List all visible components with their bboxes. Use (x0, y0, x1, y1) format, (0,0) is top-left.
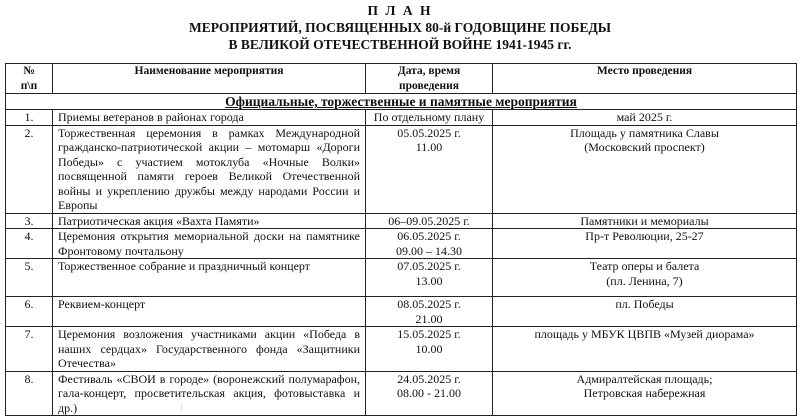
section-title: Официальные, торжественные и памятные мероприятия (6, 94, 797, 110)
event-place: пл. Победы (493, 297, 797, 327)
text-cursor-mark (181, 404, 182, 410)
title-line-events: МЕРОПРИЯТИЙ, ПОСВЯЩЕННЫХ 80-й ГОДОВЩИНЕ ПОБЕДЫ (188, 20, 612, 35)
event-date: 06.05.2025 г. 09.00 – 14.30 (366, 229, 493, 259)
row-number: 8. (6, 371, 53, 416)
events-plan-table (5, 63, 797, 416)
table-row (6, 213, 797, 229)
header-place: Место проведения (493, 64, 797, 94)
title-line-plan: П Л А Н (367, 3, 433, 18)
table-row (6, 297, 797, 327)
event-date: 08.05.2025 г. 21.00 (366, 297, 493, 327)
event-place: май 2025 г. (493, 110, 797, 126)
header-number: № п\п (6, 64, 53, 94)
event-place: Театр оперы и балета (пл. Ленина, 7) (493, 259, 797, 297)
event-name: Торжественная церемония в рамках Международной гражданско-патриотической акции – мотомарш «Дороги Победы» с участием мотоклуба «Ночные Волки» посвященной памяти героев Великой Отечественной войны и укреплению дружбы между народами России и Европы (53, 125, 366, 213)
row-number: 7. (6, 327, 53, 372)
event-date: 24.05.2025 г. 08.00 - 21.00 (366, 371, 493, 416)
table-row (6, 371, 797, 416)
event-place: Памятники и мемориалы (493, 213, 797, 229)
event-date: 05.05.2025 г. 11.00 (366, 125, 493, 213)
event-name: Патриотическая акция «Вахта Памяти» (53, 213, 366, 229)
event-name: Церемония открытия мемориальной доски на памятнике Фронтовому почтальону (53, 229, 366, 259)
title-line-war: В ВЕЛИКОЙ ОТЕЧЕСТВЕННОЙ ВОЙНЕ 1941-1945 гг. (228, 37, 572, 52)
event-name: Реквием-концерт (53, 297, 366, 327)
event-date: 15.05.2025 г. 10.00 (366, 327, 493, 372)
event-name: Торжественное собрание и праздничный концерт (53, 259, 366, 297)
event-name: Церемония возложения участниками акции «Победа в наших сердцах» Государственного фонда «Защитники Отечества» (53, 327, 366, 372)
table-row (6, 229, 797, 259)
row-number: 2. (6, 125, 53, 213)
section-row (6, 94, 797, 110)
table-row (6, 327, 797, 372)
event-date: По отдельному плану (366, 110, 493, 126)
event-date: 06–09.05.2025 г. (366, 213, 493, 229)
table-row (6, 110, 797, 126)
event-name: Фестиваль «СВОИ в городе» (воронежский полумарафон, гала-концерт, просветительская акция, фотовыставка и др.) (53, 371, 366, 416)
event-place: площадь у МБУК ЦВПВ «Музей диорама» (493, 327, 797, 372)
document-title (0, 2, 800, 53)
row-number: 5. (6, 259, 53, 297)
header-date-time: Дата, время проведения (366, 64, 493, 94)
row-number: 3. (6, 213, 53, 229)
event-place: Пр-т Революции, 25-27 (493, 229, 797, 259)
row-number: 6. (6, 297, 53, 327)
event-date: 07.05.2025 г. 13.00 (366, 259, 493, 297)
header-event-name: Наименование мероприятия (53, 64, 366, 94)
event-place: Адмиралтейская площадь; Петровская набережная (493, 371, 797, 416)
event-name: Приемы ветеранов в районах города (53, 110, 366, 126)
table-header-row (6, 64, 797, 94)
table-row (6, 125, 797, 213)
table-row (6, 259, 797, 297)
event-place: Площадь у памятника Славы (Московский проспект) (493, 125, 797, 213)
row-number: 4. (6, 229, 53, 259)
row-number: 1. (6, 110, 53, 126)
